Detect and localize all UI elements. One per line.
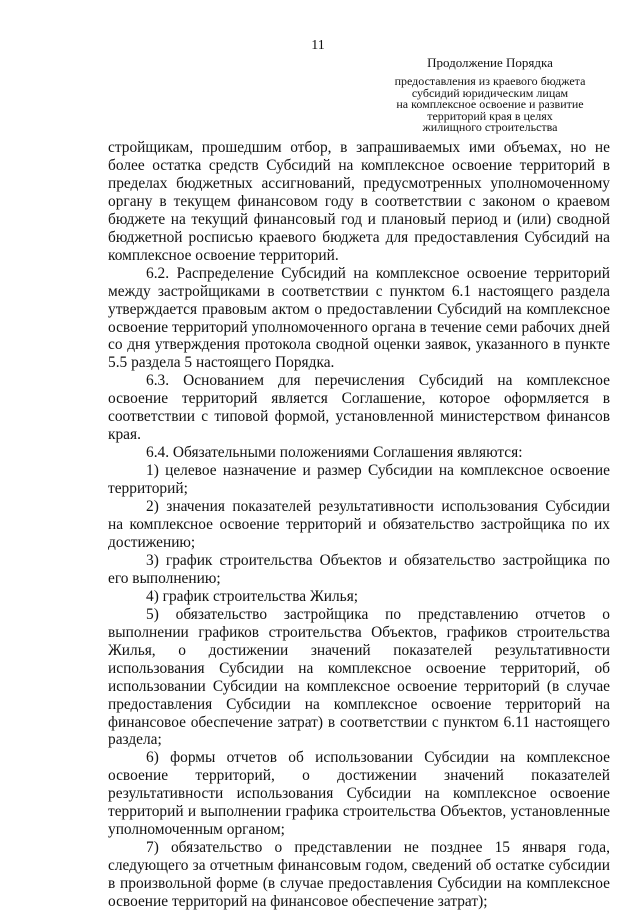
list-item-4: 4) график строительства Жилья; — [146, 587, 359, 605]
header-line-1: Продолжение Порядка — [427, 55, 553, 70]
paragraph-continuation: стройщикам, прошедшим отбор, в запрашиваемых ими объемах, но не более остатка средств Субсидий на комплексное освоение территорий в пределах бюджетных ассигнований, предусмотренных уполномоченному органу в текущем финансовом году в соответствии с законом о краевом бюджете на текущий финансовый год и плановый период и (или) сводной бюджетной росписью краевого бюджета для предоставления Субсидий на комплексное освоение территорий. — [108, 139, 610, 264]
header-line-4: на комплексное освоение и развитие — [396, 97, 584, 112]
header-line-2: предоставления из краевого бюджета — [394, 74, 586, 88]
paragraph-6-3: 6.3. Основанием для перечисления Субсидий на комплексное освоение территорий является Соглашение, которое оформляется в соответствии с типовой формой, установленной министерством финансов края. — [108, 372, 610, 444]
list-item-6: 6) формы отчетов об использовании Субсидии на комплексное освоение территорий, о достижении значений показателей результативности использования Субсидии на комплексное освоение территорий и выполнении графика строительства Объектов, установленные уполномоченным органом; — [108, 749, 610, 839]
header-line-3: субсидий юридическим лицам — [411, 85, 569, 100]
page-number: 11 — [311, 38, 325, 53]
header-line-6: жилищного строительства — [422, 120, 558, 135]
paragraph-6-4: 6.4. Обязательными положениями Соглашения являются: — [146, 444, 523, 462]
header-line-5: территорий края в целях — [427, 108, 553, 123]
running-header — [380, 56, 600, 134]
list-item-1: 1) целевое назначение и размер Субсидии на комплексное освоение территорий; — [108, 462, 610, 498]
paragraph-6-2: 6.2. Распределение Субсидий на комплексное освоение территорий между застройщиками в соответствии с пунктом 6.1 настоящего раздела утверждается правовым актом о предоставлении Субсидий на комплексное освоение территорий уполномоченного органа в течение семи рабочих дней со дня утверждения протокола сводной оценки заявок, указанного в пункте 5.5 раздела 5 настоящего Порядка. — [108, 264, 610, 372]
list-item-3: 3) график строительства Объектов и обязательство застройщика по его выполнению; — [108, 551, 610, 587]
list-item-2: 2) значения показателей результативности использования Субсидии на комплексное освоение территорий и обязательство застройщика по их достижению; — [108, 498, 610, 551]
list-item-7: 7) обязательство о представлении не позднее 15 января года, следующего за отчетным финансовым годом, сведений об остатке субсидии в произвольной форме (в случае предоставления Субсидии на комплексное освоение территорий на финансовое обеспечение затрат); — [108, 839, 610, 911]
list-item-5: 5) обязательство застройщика по представлению отчетов о выполнении графиков строительства Объектов, графиков строительства Жилья, о достижении значений показателей результативности использования Субсидии на комплексное освоение территорий, об использовании Субсидии на комплексное освоение территорий (в случае предоставления Субсидии на комплексное освоение территорий на финансовое обеспечение затрат) в соответствии с пунктом 6.11 настоящего раздела; — [108, 605, 610, 749]
body-text — [108, 139, 610, 911]
